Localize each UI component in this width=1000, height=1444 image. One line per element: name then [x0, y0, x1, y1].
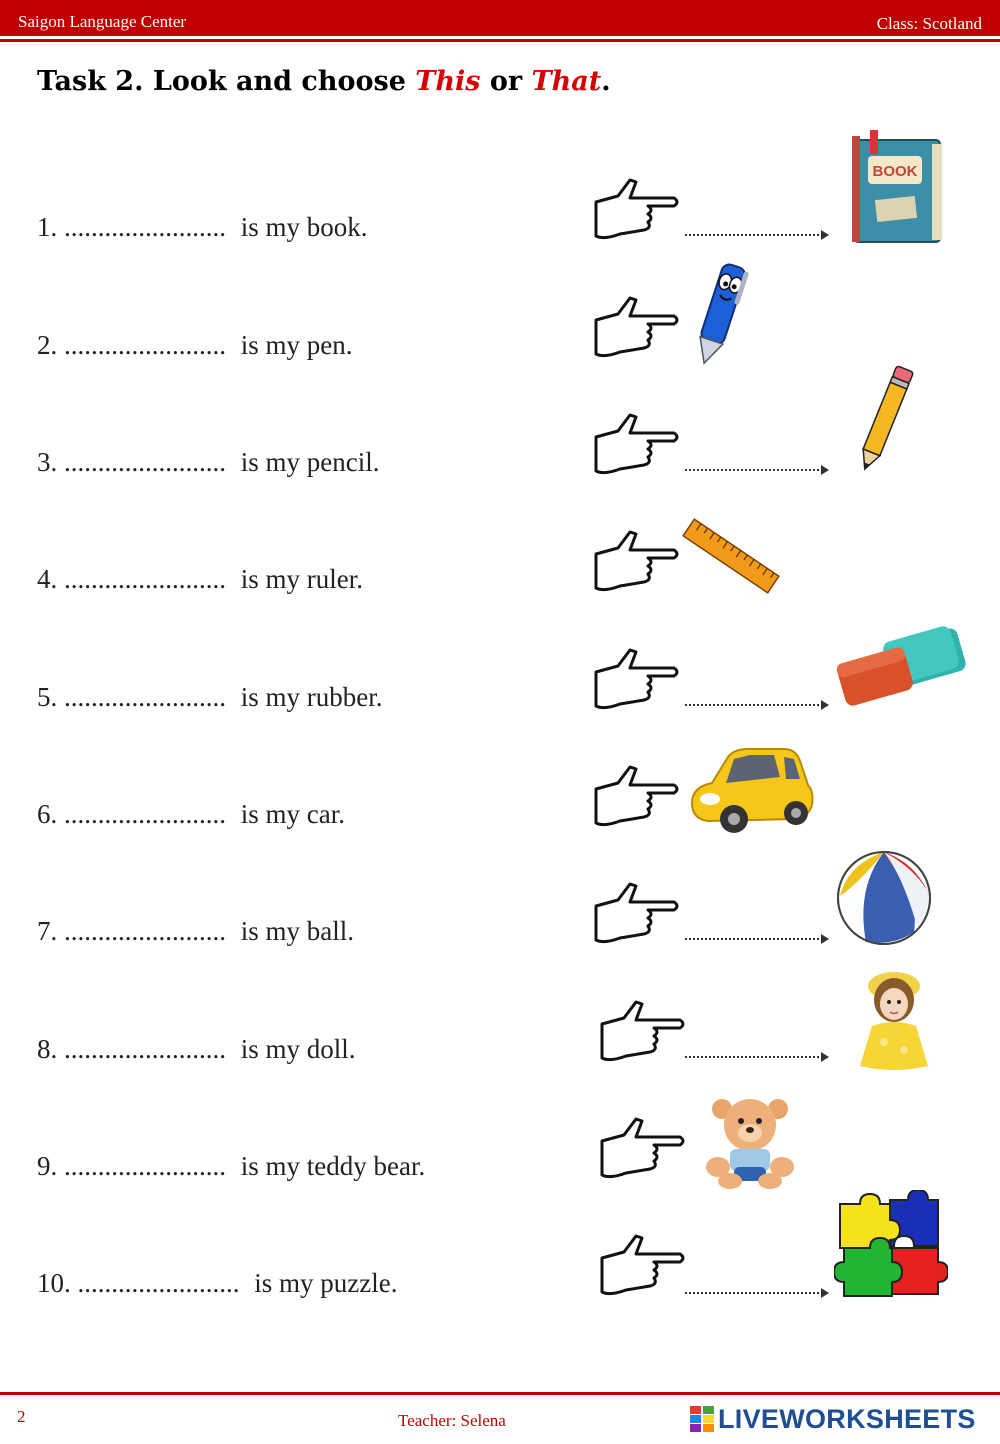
list-item: [0, 244, 1000, 361]
answer-blank[interactable]: ........................: [64, 212, 226, 242]
sentence: [37, 449, 379, 476]
doll-icon: [854, 966, 934, 1072]
list-item: [0, 1182, 1000, 1299]
ball-icon: [834, 848, 934, 948]
pointing-hand-icon: [590, 878, 680, 950]
sentence-rest: is my pencil.: [240, 447, 380, 477]
rubber-icon: [832, 618, 978, 712]
answer-blank[interactable]: ........................: [77, 1268, 240, 1298]
pen-icon: [690, 246, 754, 370]
sentence-rest: is my ball.: [240, 916, 354, 946]
book-icon: [848, 126, 950, 244]
puzzle-icon: [834, 1190, 948, 1302]
item-number: 9.: [37, 1151, 58, 1181]
item-number: 3.: [37, 447, 58, 477]
dotted-arrow-icon: [683, 1051, 833, 1063]
item-number: 1.: [37, 212, 58, 242]
task-title: [37, 66, 611, 97]
sentence: [37, 1270, 397, 1297]
pointing-hand-icon: [596, 1113, 686, 1185]
list-item: [0, 713, 1000, 830]
answer-blank[interactable]: ........................: [64, 447, 226, 477]
sentence-rest: is my ruler.: [240, 564, 363, 594]
pointing-hand-icon: [590, 292, 680, 364]
list-item: [0, 126, 1000, 243]
teacher-name: Teacher: Selena: [398, 1411, 506, 1430]
sentence-rest: is my pen.: [240, 330, 353, 360]
keyword-that: That: [531, 66, 602, 97]
answer-blank[interactable]: ........................: [64, 799, 226, 829]
list-item: [0, 830, 1000, 947]
item-number: 8.: [37, 1034, 58, 1064]
answer-blank[interactable]: ........................: [64, 1034, 226, 1064]
answer-blank[interactable]: ........................: [64, 330, 226, 360]
task-prefix: Task 2. Look and choose: [37, 66, 406, 97]
liveworksheets-logo-icon: [690, 1406, 714, 1432]
sentence-rest: is my doll.: [240, 1034, 356, 1064]
sentence-rest: is my teddy bear.: [240, 1151, 426, 1181]
teddy-bear-icon: [700, 1093, 800, 1189]
class-label: Class: Scotland: [876, 14, 982, 33]
pointing-hand-icon: [596, 1230, 686, 1302]
task-period: .: [601, 66, 611, 97]
sentence-rest: is my puzzle.: [254, 1268, 398, 1298]
item-number: 2.: [37, 330, 58, 360]
item-number: 5.: [37, 682, 58, 712]
sentence: [37, 1153, 425, 1180]
sentence: [37, 332, 353, 359]
page-number: 2: [17, 1407, 26, 1426]
answer-blank[interactable]: ........................: [64, 682, 226, 712]
item-number: 7.: [37, 916, 58, 946]
dotted-arrow-icon: [683, 229, 833, 241]
sentence-rest: is my book.: [240, 212, 368, 242]
item-number: 10.: [37, 1268, 71, 1298]
answer-blank[interactable]: ........................: [64, 916, 226, 946]
sentence: [37, 918, 354, 945]
list-item: [0, 1065, 1000, 1182]
dotted-arrow-icon: [683, 699, 833, 711]
svg-text:BOOK: BOOK: [872, 163, 918, 180]
brand-name: LIVEWORKSHEETS: [718, 1403, 976, 1434]
pointing-hand-icon: [590, 526, 680, 598]
car-icon: [688, 741, 816, 837]
list-item: [0, 361, 1000, 478]
list-item: [0, 596, 1000, 713]
sentence-rest: is my car.: [240, 799, 345, 829]
task-or: or: [489, 66, 523, 97]
item-number: 6.: [37, 799, 58, 829]
ruler-icon: [680, 512, 782, 600]
item-number: 4.: [37, 564, 58, 594]
pointing-hand-icon: [590, 409, 680, 481]
pointing-hand-icon: [590, 644, 680, 716]
list-item: [0, 948, 1000, 1065]
pointing-hand-icon: [590, 174, 680, 246]
dotted-arrow-icon: [683, 464, 833, 476]
answer-blank[interactable]: ........................: [64, 564, 226, 594]
footer-divider: [0, 1392, 1000, 1395]
pointing-hand-icon: [596, 996, 686, 1068]
pointing-hand-icon: [590, 761, 680, 833]
pencil-icon: [850, 361, 920, 477]
keyword-this: This: [415, 66, 481, 97]
list-item: [0, 478, 1000, 595]
liveworksheets-logo[interactable]: [690, 1404, 976, 1434]
sentence: [37, 566, 363, 593]
sentence: [37, 684, 383, 711]
answer-blank[interactable]: ........................: [64, 1151, 226, 1181]
sentence-rest: is my rubber.: [240, 682, 383, 712]
sentence: [37, 214, 368, 241]
sentence: [37, 801, 345, 828]
header-bar: [0, 0, 1000, 36]
header-divider: [0, 39, 1000, 42]
dotted-arrow-icon: [683, 1287, 833, 1299]
dotted-arrow-icon: [683, 933, 833, 945]
sentence: [37, 1036, 356, 1063]
school-name: Saigon Language Center: [18, 12, 187, 31]
